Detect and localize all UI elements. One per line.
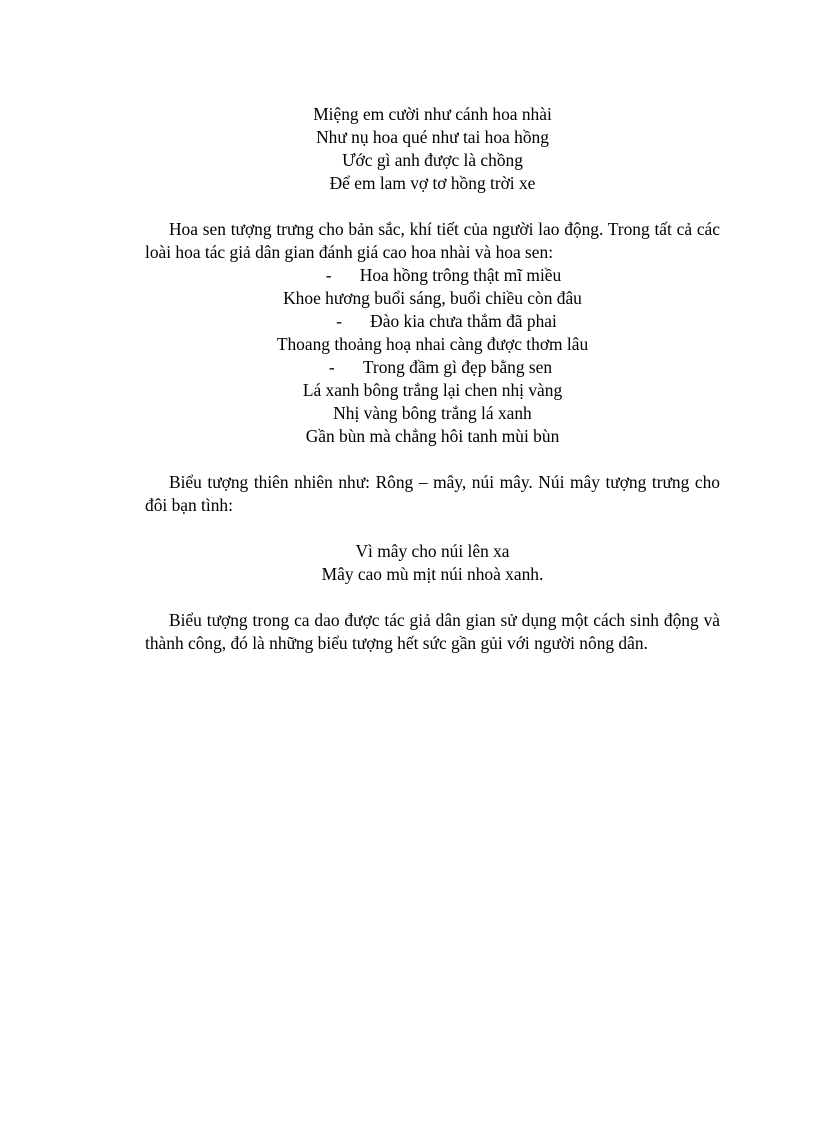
- verse-line: Như nụ hoa qué như tai hoa hồng: [316, 127, 549, 147]
- verse-stanza-2: [145, 264, 720, 448]
- blank-line: [145, 586, 720, 609]
- verse-stanza-1: [145, 103, 720, 195]
- verse-line: Ước gì anh được là chồng: [342, 150, 523, 170]
- dash-marker: -: [336, 311, 342, 331]
- verse-line: [145, 264, 720, 287]
- verse-line-text: Trong đầm gì đẹp bằng sen: [362, 357, 553, 377]
- verse-line: Thoang thoảng hoạ nhai càng được thơm lâu: [276, 334, 589, 354]
- dash-marker: -: [325, 265, 332, 285]
- verse-line: Gần bùn mà chẳng hôi tanh mùi bùn: [305, 426, 560, 446]
- verse-line: Để em lam vợ tơ hồng trời xe: [329, 173, 536, 193]
- verse-line: Miệng em cười như cánh hoa nhài: [313, 104, 552, 124]
- dash-marker: -: [328, 357, 335, 377]
- verse-line: Lá xanh bông trắng lại chen nhị vàng: [302, 380, 563, 400]
- verse-line: Nhị vàng bông trắng lá xanh: [333, 403, 532, 423]
- blank-line: [145, 517, 720, 540]
- verse-line-text: Đào kia chưa thắm đã phai: [370, 311, 557, 331]
- paragraph-1: Hoa sen tượng trưng cho bản sắc, khí tiết của người lao động. Trong tất cả các loài hoa tác giả dân gian đánh giá cao hoa nhài và hoa sen:: [145, 219, 720, 262]
- verse-line: Vì mây cho núi lên xa: [355, 541, 510, 561]
- paragraph-2: Biểu tượng thiên nhiên như: Rông – mây, núi mây. Núi mây tượng trưng cho đôi bạn tình:: [145, 472, 720, 515]
- paragraph-3: Biểu tượng trong ca dao được tác giả dân gian sử dụng một cách sinh động và thành công, đó là những biểu tượng hết sức gần gủi với người nông dân.: [145, 610, 720, 653]
- verse-line-text: Hoa hồng trông thật mĩ miều: [359, 265, 562, 285]
- verse-stanza-3: [145, 540, 720, 586]
- verse-line: [145, 310, 720, 333]
- verse-line: Khoe hương buổi sáng, buổi chiều còn đâu: [283, 288, 582, 308]
- blank-line: [145, 195, 720, 218]
- document-page: [145, 103, 720, 655]
- blank-line: [145, 448, 720, 471]
- verse-line: Mây cao mù mịt núi nhoà xanh.: [321, 564, 544, 584]
- verse-line: [145, 356, 720, 379]
